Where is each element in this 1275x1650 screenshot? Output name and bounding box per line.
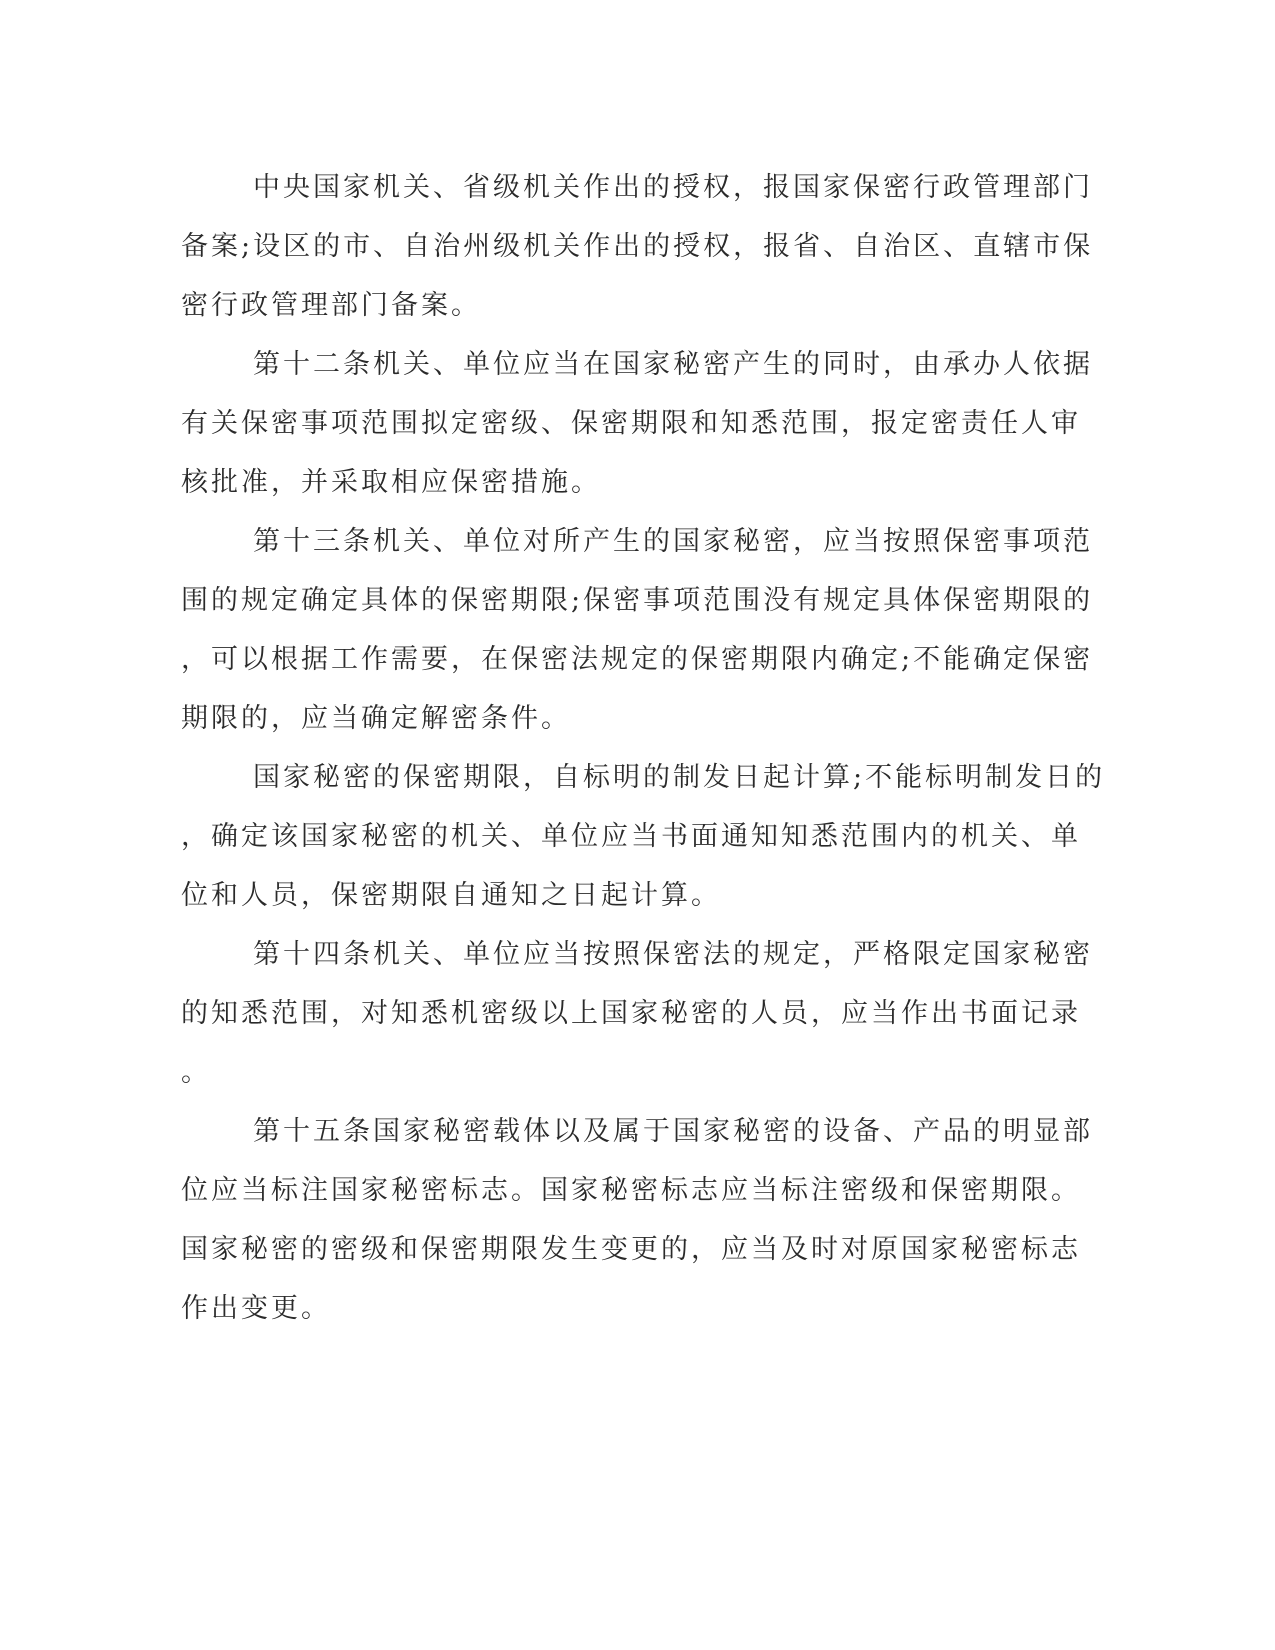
text-line: 有关保密事项范围拟定密级、保密期限和知悉范围，报定密责任人审 xyxy=(181,408,1081,439)
text-line: 期限的，应当确定解密条件。 xyxy=(181,703,571,734)
text-line: 位应当标注国家秘密标志。国家秘密标志应当标注密级和保密期限。 xyxy=(181,1175,1081,1206)
text-line: 作出变更。 xyxy=(181,1293,331,1324)
text-line: 第十三条机关、单位对所产生的国家秘密，应当按照保密事项范 xyxy=(253,526,1093,557)
text-line: 国家秘密的密级和保密期限发生变更的，应当及时对原国家秘密标志 xyxy=(181,1234,1081,1265)
text-line: 。 xyxy=(181,1057,211,1088)
paragraph-article-14 xyxy=(181,925,1093,1102)
text-line: 备案;设区的市、自治州级机关作出的授权，报省、自治区、直辖市保 xyxy=(181,231,1094,262)
text-line: ，确定该国家秘密的机关、单位应当书面通知知悉范围内的机关、单 xyxy=(181,821,1081,852)
text-line: 密行政管理部门备案。 xyxy=(181,290,481,321)
document-body xyxy=(181,158,1106,1338)
text-line: 国家秘密的保密期限，自标明的制发日起计算;不能标明制发日的 xyxy=(253,762,1106,793)
text-line: 第十二条机关、单位应当在国家秘密产生的同时，由承办人依据 xyxy=(253,349,1093,380)
paragraph-authorization-filing xyxy=(181,158,1094,335)
text-line: 位和人员，保密期限自通知之日起计算。 xyxy=(181,880,721,911)
text-line: 第十五条国家秘密载体以及属于国家秘密的设备、产品的明显部 xyxy=(253,1116,1093,1147)
paragraph-article-15 xyxy=(181,1102,1093,1338)
text-line: 的知悉范围，对知悉机密级以上国家秘密的人员，应当作出书面记录 xyxy=(181,998,1081,1029)
text-line: 核批准，并采取相应保密措施。 xyxy=(181,467,601,498)
text-line: 围的规定确定具体的保密期限;保密事项范围没有规定具体保密期限的 xyxy=(181,585,1094,616)
text-line: ，可以根据工作需要，在保密法规定的保密期限内确定;不能确定保密 xyxy=(181,644,1094,675)
text-line: 第十四条机关、单位应当按照保密法的规定，严格限定国家秘密 xyxy=(253,939,1093,970)
text-line: 中央国家机关、省级机关作出的授权，报国家保密行政管理部门 xyxy=(253,172,1093,203)
paragraph-secrecy-period xyxy=(181,748,1106,925)
paragraph-article-12 xyxy=(181,335,1093,512)
paragraph-article-13 xyxy=(181,512,1094,748)
